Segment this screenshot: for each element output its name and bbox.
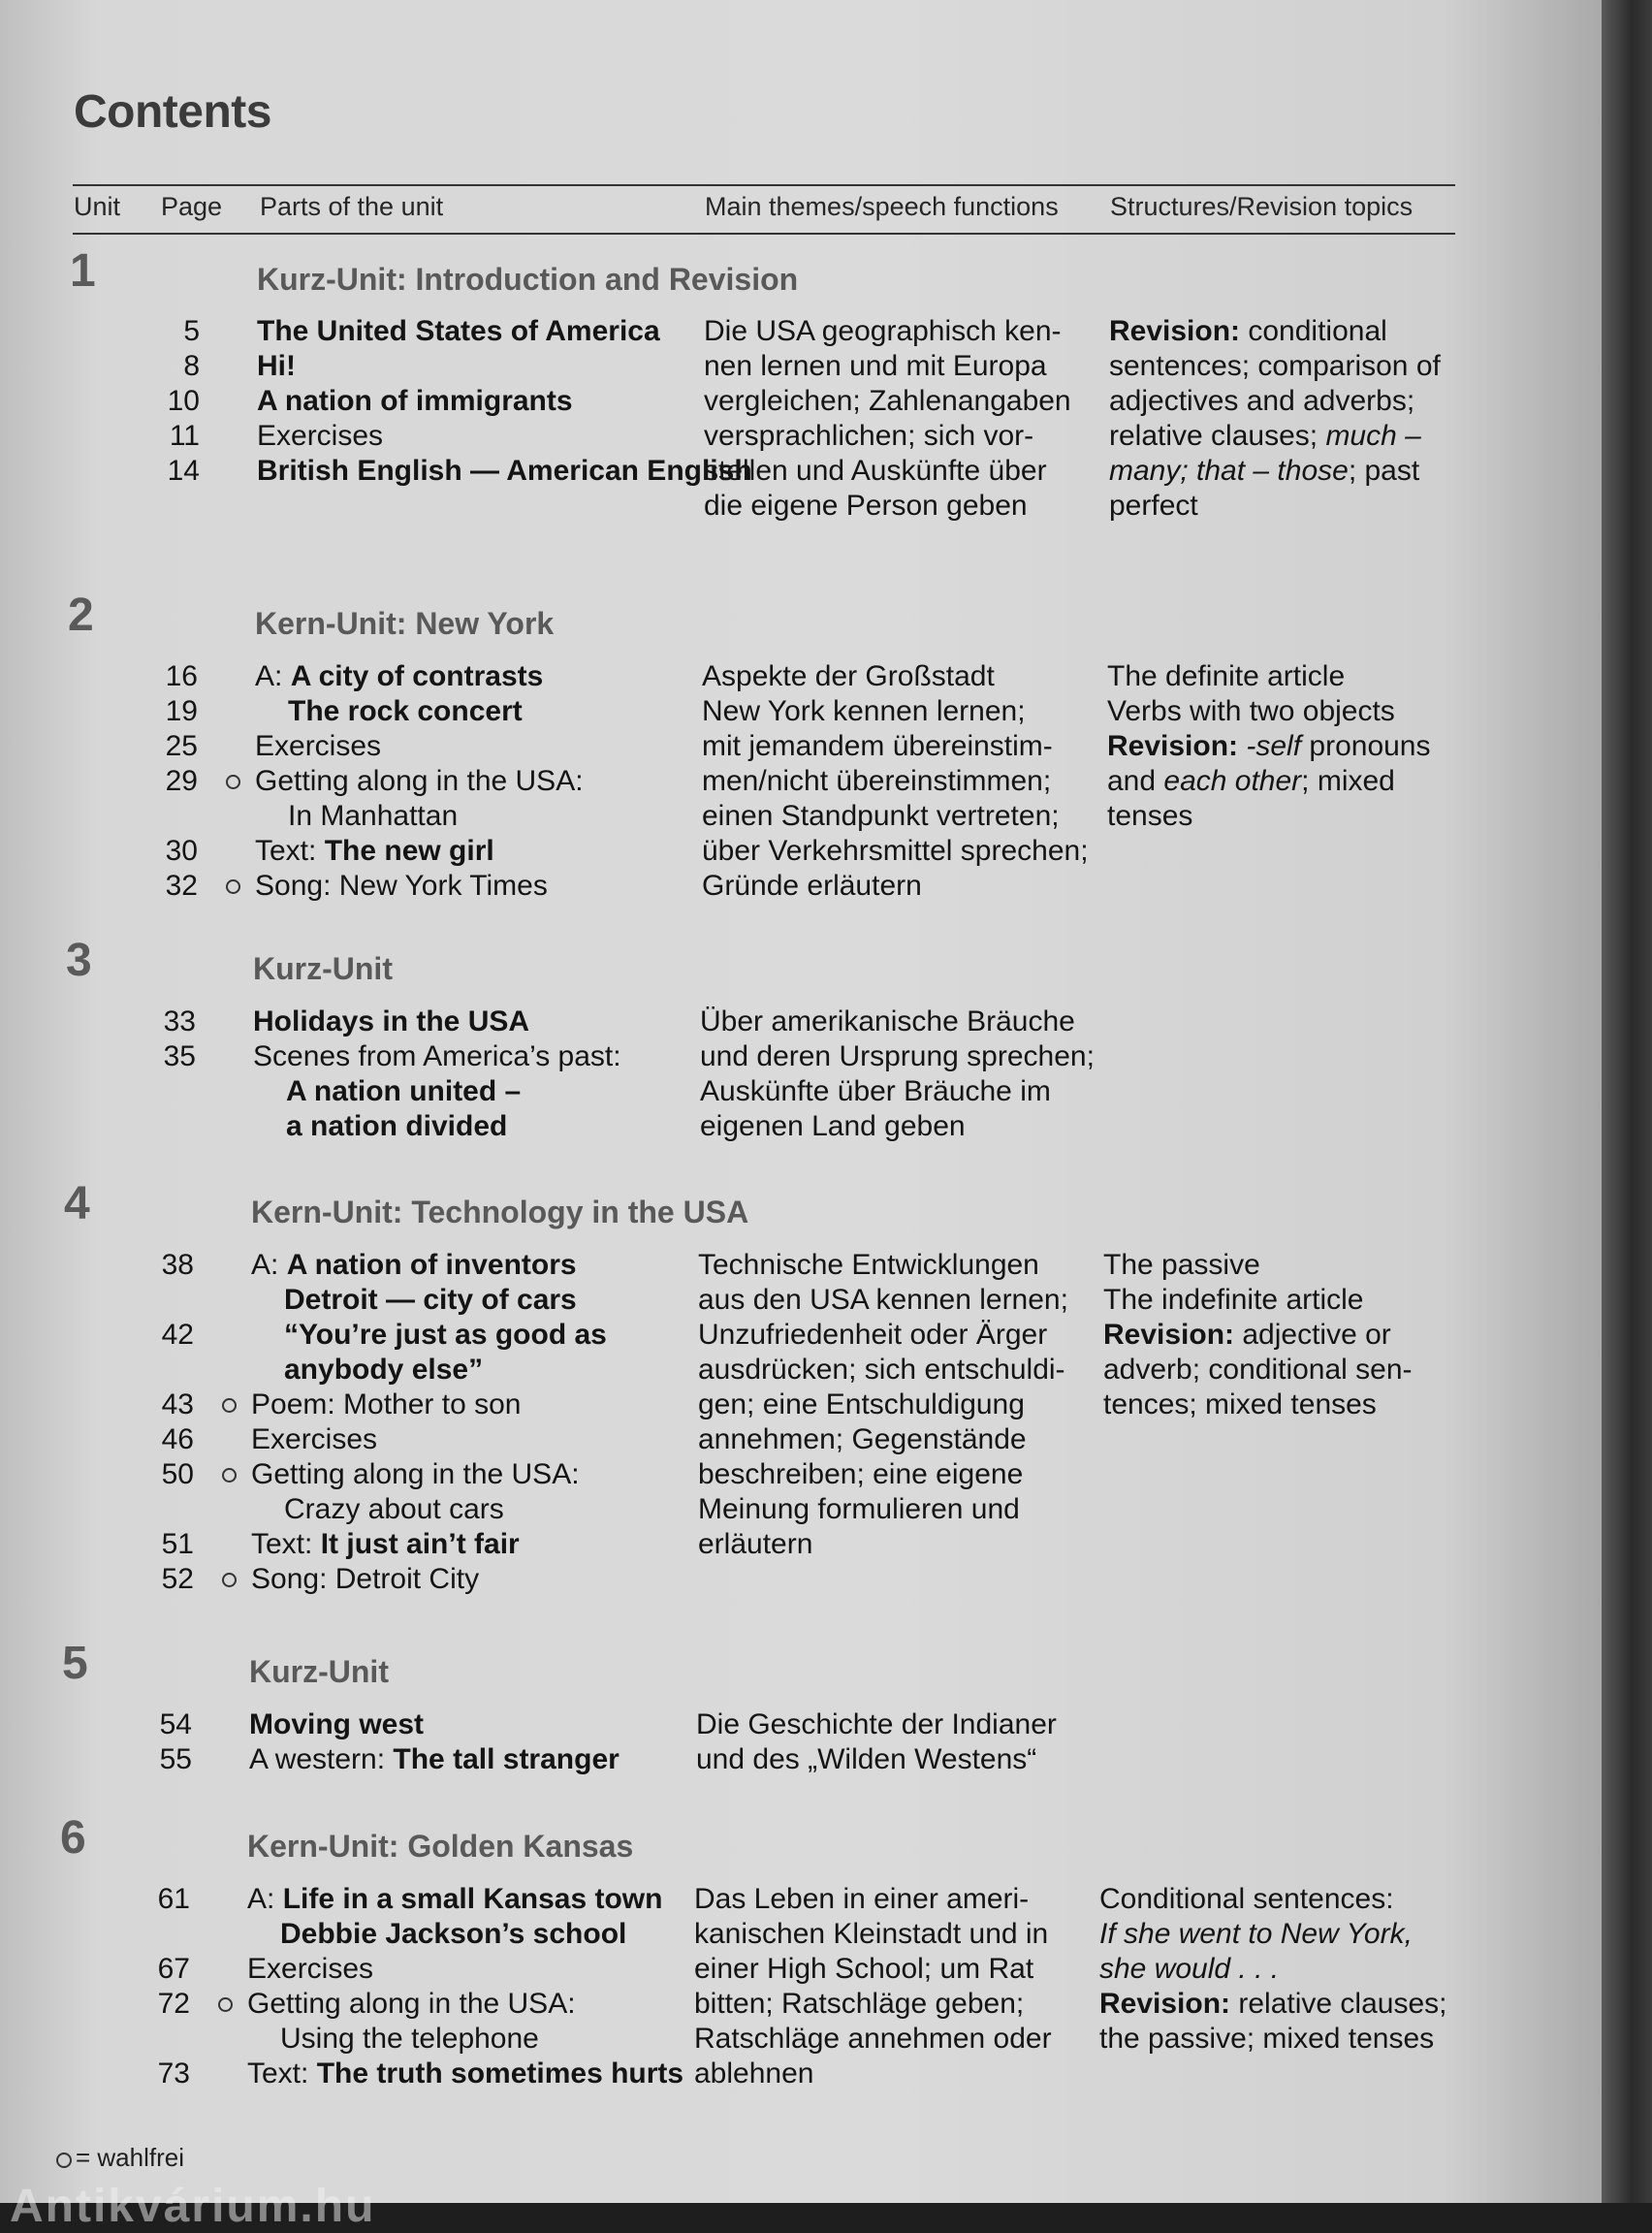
- structures-line: [1099, 1882, 1446, 1917]
- page-number: 19: [165, 695, 198, 727]
- text-segment: Debbie Jackson’s school: [280, 1918, 627, 1950]
- structures-line: [1109, 384, 1441, 419]
- optional-circle-icon: [222, 1398, 237, 1413]
- themes-text: [698, 1248, 1068, 1562]
- unit-number: 3: [66, 935, 92, 986]
- part-title: [255, 729, 381, 764]
- part-title: [253, 1039, 621, 1074]
- page-number: 55: [159, 1743, 192, 1775]
- text-segment: Exercises: [255, 730, 382, 762]
- part-title: [284, 1353, 483, 1388]
- text-segment: A:: [247, 1883, 283, 1915]
- text-segment: Exercises: [257, 420, 384, 452]
- part-title: [247, 1987, 576, 2022]
- structures-text: [1103, 1248, 1413, 1422]
- text-segment: -self: [1246, 730, 1302, 762]
- structures-line: [1107, 659, 1431, 694]
- structures-line: [1107, 764, 1431, 799]
- part-title: [249, 1707, 424, 1742]
- page-title: Contents: [74, 86, 271, 138]
- page-number: 50: [161, 1458, 194, 1490]
- part-title: [284, 1318, 607, 1353]
- structures-line: [1109, 349, 1441, 384]
- unit-number: 5: [62, 1638, 88, 1689]
- structures-line: [1103, 1388, 1413, 1422]
- text-segment: conditional: [1240, 315, 1387, 347]
- themes-line: gen; eine Entschuldigung: [698, 1388, 1025, 1420]
- unit-title: Kern-Unit: Golden Kansas: [247, 1829, 634, 1864]
- text-segment: Text:: [255, 835, 325, 867]
- part-title: [288, 799, 458, 834]
- header-themes: Main themes/speech functions: [705, 192, 1059, 221]
- text-segment: Revision:: [1109, 315, 1241, 347]
- page-number: 14: [167, 455, 200, 487]
- part-title: [280, 2022, 539, 2057]
- header-top-rule: [73, 184, 1455, 186]
- text-segment: tenses: [1107, 800, 1193, 832]
- structures-line: [1107, 729, 1431, 764]
- text-segment: much –: [1325, 420, 1421, 452]
- text-segment: A nation united –: [286, 1075, 522, 1107]
- structures-text: [1109, 314, 1441, 524]
- page-number: 73: [157, 2058, 190, 2089]
- text-segment: Exercises: [247, 1953, 374, 1985]
- page-number: 11: [169, 420, 200, 452]
- page-number: 29: [165, 765, 198, 797]
- unit-number: 6: [60, 1812, 86, 1864]
- page-number: 38: [161, 1249, 194, 1281]
- page-number: 32: [165, 870, 198, 902]
- themes-line: annehmen; Gegenstände: [698, 1423, 1027, 1455]
- page-number: 46: [161, 1423, 194, 1455]
- themes-line: eigenen Land geben: [700, 1110, 966, 1142]
- themes-line: kanischen Kleinstadt und in: [694, 1918, 1049, 1950]
- part-title: [257, 384, 573, 419]
- text-segment: ; past: [1348, 455, 1420, 487]
- themes-text: [702, 659, 1089, 904]
- themes-line: mit jemandem übereinstim-: [702, 730, 1053, 762]
- structures-line: [1099, 1917, 1446, 1952]
- part-title: [255, 659, 543, 694]
- text-segment: A nation of inventors: [286, 1249, 577, 1281]
- text-segment: If she went to New York,: [1099, 1918, 1413, 1950]
- text-segment: Detroit — city of cars: [284, 1284, 577, 1316]
- part-title: [257, 419, 383, 454]
- unit-number: 2: [68, 590, 94, 641]
- part-title: [251, 1527, 520, 1562]
- part-title: [253, 1005, 529, 1039]
- legend-text: = wahlfrei: [76, 2143, 184, 2172]
- structures-line: [1103, 1248, 1413, 1283]
- unit-number: 1: [70, 245, 96, 297]
- part-title: [257, 314, 660, 349]
- part-title: [257, 454, 752, 489]
- themes-line: Meinung formulieren und: [698, 1493, 1020, 1525]
- structures-line: [1109, 419, 1441, 454]
- page-number: 52: [161, 1563, 194, 1595]
- text-segment: In Manhattan: [288, 800, 459, 832]
- part-title: [255, 834, 494, 869]
- part-title: [251, 1422, 377, 1457]
- part-title: [284, 1492, 504, 1527]
- page-number: 25: [165, 730, 198, 762]
- part-title: [255, 764, 584, 799]
- header-page: Page: [161, 192, 223, 221]
- text-segment: The tall stranger: [393, 1743, 620, 1775]
- part-title: [288, 694, 523, 729]
- themes-line: und des „Wilden Westens“: [696, 1743, 1037, 1775]
- text-segment: each other: [1163, 765, 1302, 797]
- unit-title: Kern-Unit: Technology in the USA: [251, 1195, 749, 1229]
- unit-title: Kurz-Unit: [249, 1654, 389, 1689]
- structures-line: [1109, 314, 1441, 349]
- text-segment: It just ain’t fair: [320, 1528, 520, 1560]
- optional-circle-icon: [226, 879, 240, 894]
- themes-text: [696, 1707, 1057, 1777]
- themes-text: [704, 314, 1071, 524]
- text-segment: the passive; mixed tenses: [1099, 2023, 1435, 2055]
- optional-circle-icon: [222, 1468, 237, 1483]
- text-segment: anybody else”: [284, 1354, 484, 1386]
- themes-line: beschreiben; eine eigene: [698, 1458, 1024, 1490]
- text-segment: Holidays in the USA: [253, 1005, 530, 1037]
- optional-circle-icon: [218, 1997, 233, 2012]
- optional-circle-icon: [56, 2153, 72, 2168]
- themes-line: und deren Ursprung sprechen;: [700, 1040, 1095, 1072]
- text-segment: adverb; conditional sen-: [1103, 1354, 1413, 1386]
- part-title: [251, 1562, 479, 1597]
- themes-line: nen lernen und mit Europa: [704, 350, 1047, 382]
- page-number: 43: [161, 1388, 194, 1420]
- part-title: [247, 2057, 683, 2091]
- text-segment: A city of contrasts: [290, 660, 544, 692]
- themes-line: die eigene Person geben: [704, 490, 1028, 522]
- text-segment: sentences; comparison of: [1109, 350, 1441, 382]
- page-number: 8: [183, 350, 200, 382]
- unit-title: Kurz-Unit: [253, 951, 393, 986]
- text-segment: Using the telephone: [280, 2023, 539, 2055]
- text-segment: The new girl: [324, 835, 494, 867]
- text-segment: Life in a small Kansas town: [282, 1883, 663, 1915]
- text-segment: relative clauses;: [1230, 1988, 1447, 2020]
- part-title: [286, 1109, 507, 1144]
- text-segment: many; that – those: [1109, 455, 1349, 487]
- text-segment: Moving west: [249, 1708, 425, 1740]
- text-segment: The passive: [1103, 1249, 1260, 1281]
- themes-line: aus den USA kennen lernen;: [698, 1284, 1068, 1316]
- part-title: [251, 1248, 577, 1283]
- themes-line: ablehnen: [694, 2058, 814, 2089]
- themes-line: ausdrücken; sich entschuldi-: [698, 1354, 1065, 1386]
- page-number: 35: [163, 1040, 196, 1072]
- text-segment: Text:: [251, 1528, 321, 1560]
- book-edge: [1602, 0, 1652, 2203]
- text-segment: Exercises: [251, 1423, 378, 1455]
- unit-title: Kern-Unit: New York: [255, 606, 555, 641]
- text-segment: Poem: Mother to son: [251, 1388, 522, 1420]
- part-title: [284, 1283, 577, 1318]
- text-segment: and: [1107, 765, 1164, 797]
- part-title: [286, 1074, 521, 1109]
- structures-line: [1109, 489, 1441, 524]
- structures-line: [1103, 1353, 1413, 1388]
- structures-line: [1103, 1283, 1413, 1318]
- text-segment: A nation of immigrants: [257, 385, 573, 417]
- structures-line: [1103, 1318, 1413, 1353]
- header-structures: Structures/Revision topics: [1110, 192, 1414, 221]
- header-unit: Unit: [74, 192, 121, 221]
- text-segment: ; mixed: [1301, 765, 1395, 797]
- themes-line: Unzufriedenheit oder Ärger: [698, 1319, 1048, 1351]
- text-segment: A:: [255, 660, 291, 692]
- text-segment: adjective or: [1234, 1319, 1391, 1351]
- themes-line: einer High School; um Rat: [694, 1953, 1034, 1985]
- page-number: 61: [157, 1883, 190, 1915]
- page-number: 67: [157, 1953, 190, 1985]
- page-number: 51: [161, 1528, 194, 1560]
- text-segment: Text:: [247, 2058, 317, 2089]
- text-segment: she would . . .: [1099, 1953, 1280, 1985]
- text-segment: “You’re just as good as: [284, 1319, 607, 1351]
- themes-line: Ratschläge annehmen oder: [694, 2023, 1052, 2055]
- page-number: 10: [167, 385, 200, 417]
- text-segment: a nation divided: [286, 1110, 508, 1142]
- structures-text: [1099, 1882, 1446, 2057]
- page-number: 72: [157, 1988, 190, 2020]
- themes-text: [694, 1882, 1052, 2091]
- watermark: Antikvárium.hu: [10, 2181, 376, 2232]
- themes-line: Gründe erläutern: [702, 870, 922, 902]
- text-segment: The rock concert: [288, 695, 523, 727]
- unit-title: Kurz-Unit: Introduction and Revision: [257, 262, 799, 297]
- text-segment: perfect: [1109, 490, 1198, 522]
- part-title: [255, 869, 548, 904]
- text-segment: relative clauses;: [1109, 420, 1326, 452]
- themes-line: men/nicht übereinstimmen;: [702, 765, 1052, 797]
- text-segment: Verbs with two objects: [1107, 695, 1395, 727]
- text-segment: A western:: [249, 1743, 394, 1775]
- legend: [56, 2143, 184, 2173]
- text-segment: A:: [251, 1249, 287, 1281]
- part-title: [247, 1952, 373, 1987]
- themes-line: bitten; Ratschläge geben;: [694, 1988, 1025, 2020]
- themes-line: Aspekte der Großstadt: [702, 660, 995, 692]
- text-segment: Getting along in the USA:: [255, 765, 584, 797]
- text-segment: Revision:: [1103, 1319, 1235, 1351]
- structures-line: [1109, 454, 1441, 489]
- text-segment: Getting along in the USA:: [247, 1988, 576, 2020]
- structures-text: [1107, 659, 1431, 834]
- page-number: 54: [159, 1708, 192, 1740]
- text-segment: Revision:: [1099, 1988, 1231, 2020]
- themes-line: Auskünfte über Bräuche im: [700, 1075, 1051, 1107]
- themes-line: stellen und Auskünfte über: [704, 455, 1047, 487]
- unit-number: 4: [64, 1178, 90, 1229]
- text-segment: The United States of America: [257, 315, 660, 347]
- themes-line: Die Geschichte der Indianer: [696, 1708, 1057, 1740]
- page-number: 42: [161, 1319, 194, 1351]
- part-title: [251, 1388, 521, 1422]
- themes-line: Das Leben in einer ameri-: [694, 1883, 1030, 1915]
- themes-line: New York kennen lernen;: [702, 695, 1026, 727]
- text-segment: Hi!: [257, 350, 296, 382]
- themes-line: über Verkehrsmittel sprechen;: [702, 835, 1089, 867]
- part-title: [247, 1882, 662, 1917]
- part-title: [280, 1917, 626, 1952]
- themes-line: Die USA geographisch ken-: [704, 315, 1062, 347]
- themes-line: Über amerikanische Bräuche: [700, 1005, 1075, 1037]
- text-segment: Conditional sentences:: [1099, 1883, 1394, 1915]
- header-bottom-rule: [73, 233, 1455, 235]
- themes-line: Technische Entwicklungen: [698, 1249, 1039, 1281]
- text-segment: Crazy about cars: [284, 1493, 504, 1525]
- text-segment: Revision:: [1107, 730, 1239, 762]
- text-segment: The indefinite article: [1103, 1284, 1364, 1316]
- themes-text: [700, 1005, 1095, 1144]
- text-segment: The truth sometimes hurts: [316, 2058, 684, 2089]
- themes-line: vergleichen; Zahlenangaben: [704, 385, 1071, 417]
- text-segment: adjectives and adverbs;: [1109, 385, 1415, 417]
- text-segment: Song: Detroit City: [251, 1563, 480, 1595]
- header-parts: Parts of the unit: [260, 192, 444, 221]
- themes-line: einen Standpunkt vertreten;: [702, 800, 1060, 832]
- optional-circle-icon: [222, 1573, 237, 1587]
- page-number: 5: [183, 315, 200, 347]
- text-segment: pronouns: [1301, 730, 1431, 762]
- part-title: [257, 349, 296, 384]
- structures-line: [1107, 694, 1431, 729]
- structures-line: [1099, 1987, 1446, 2022]
- structures-line: [1099, 1952, 1446, 1987]
- page-number: 33: [163, 1005, 196, 1037]
- page-number: 30: [165, 835, 198, 867]
- page-number: 16: [165, 660, 198, 692]
- text-segment: Getting along in the USA:: [251, 1458, 580, 1490]
- part-title: [249, 1742, 620, 1777]
- structures-line: [1107, 799, 1431, 834]
- text-segment: Scenes from America’s past:: [253, 1040, 621, 1072]
- themes-line: erläutern: [698, 1528, 813, 1560]
- structures-line: [1099, 2022, 1446, 2057]
- text-segment: British English — American English: [257, 455, 752, 487]
- text-segment: tences; mixed tenses: [1103, 1388, 1377, 1420]
- themes-line: versprachlichen; sich vor-: [704, 420, 1034, 452]
- text-segment: Song: New York Times: [255, 870, 548, 902]
- text-segment: The definite article: [1107, 660, 1346, 692]
- part-title: [251, 1457, 580, 1492]
- optional-circle-icon: [226, 775, 240, 789]
